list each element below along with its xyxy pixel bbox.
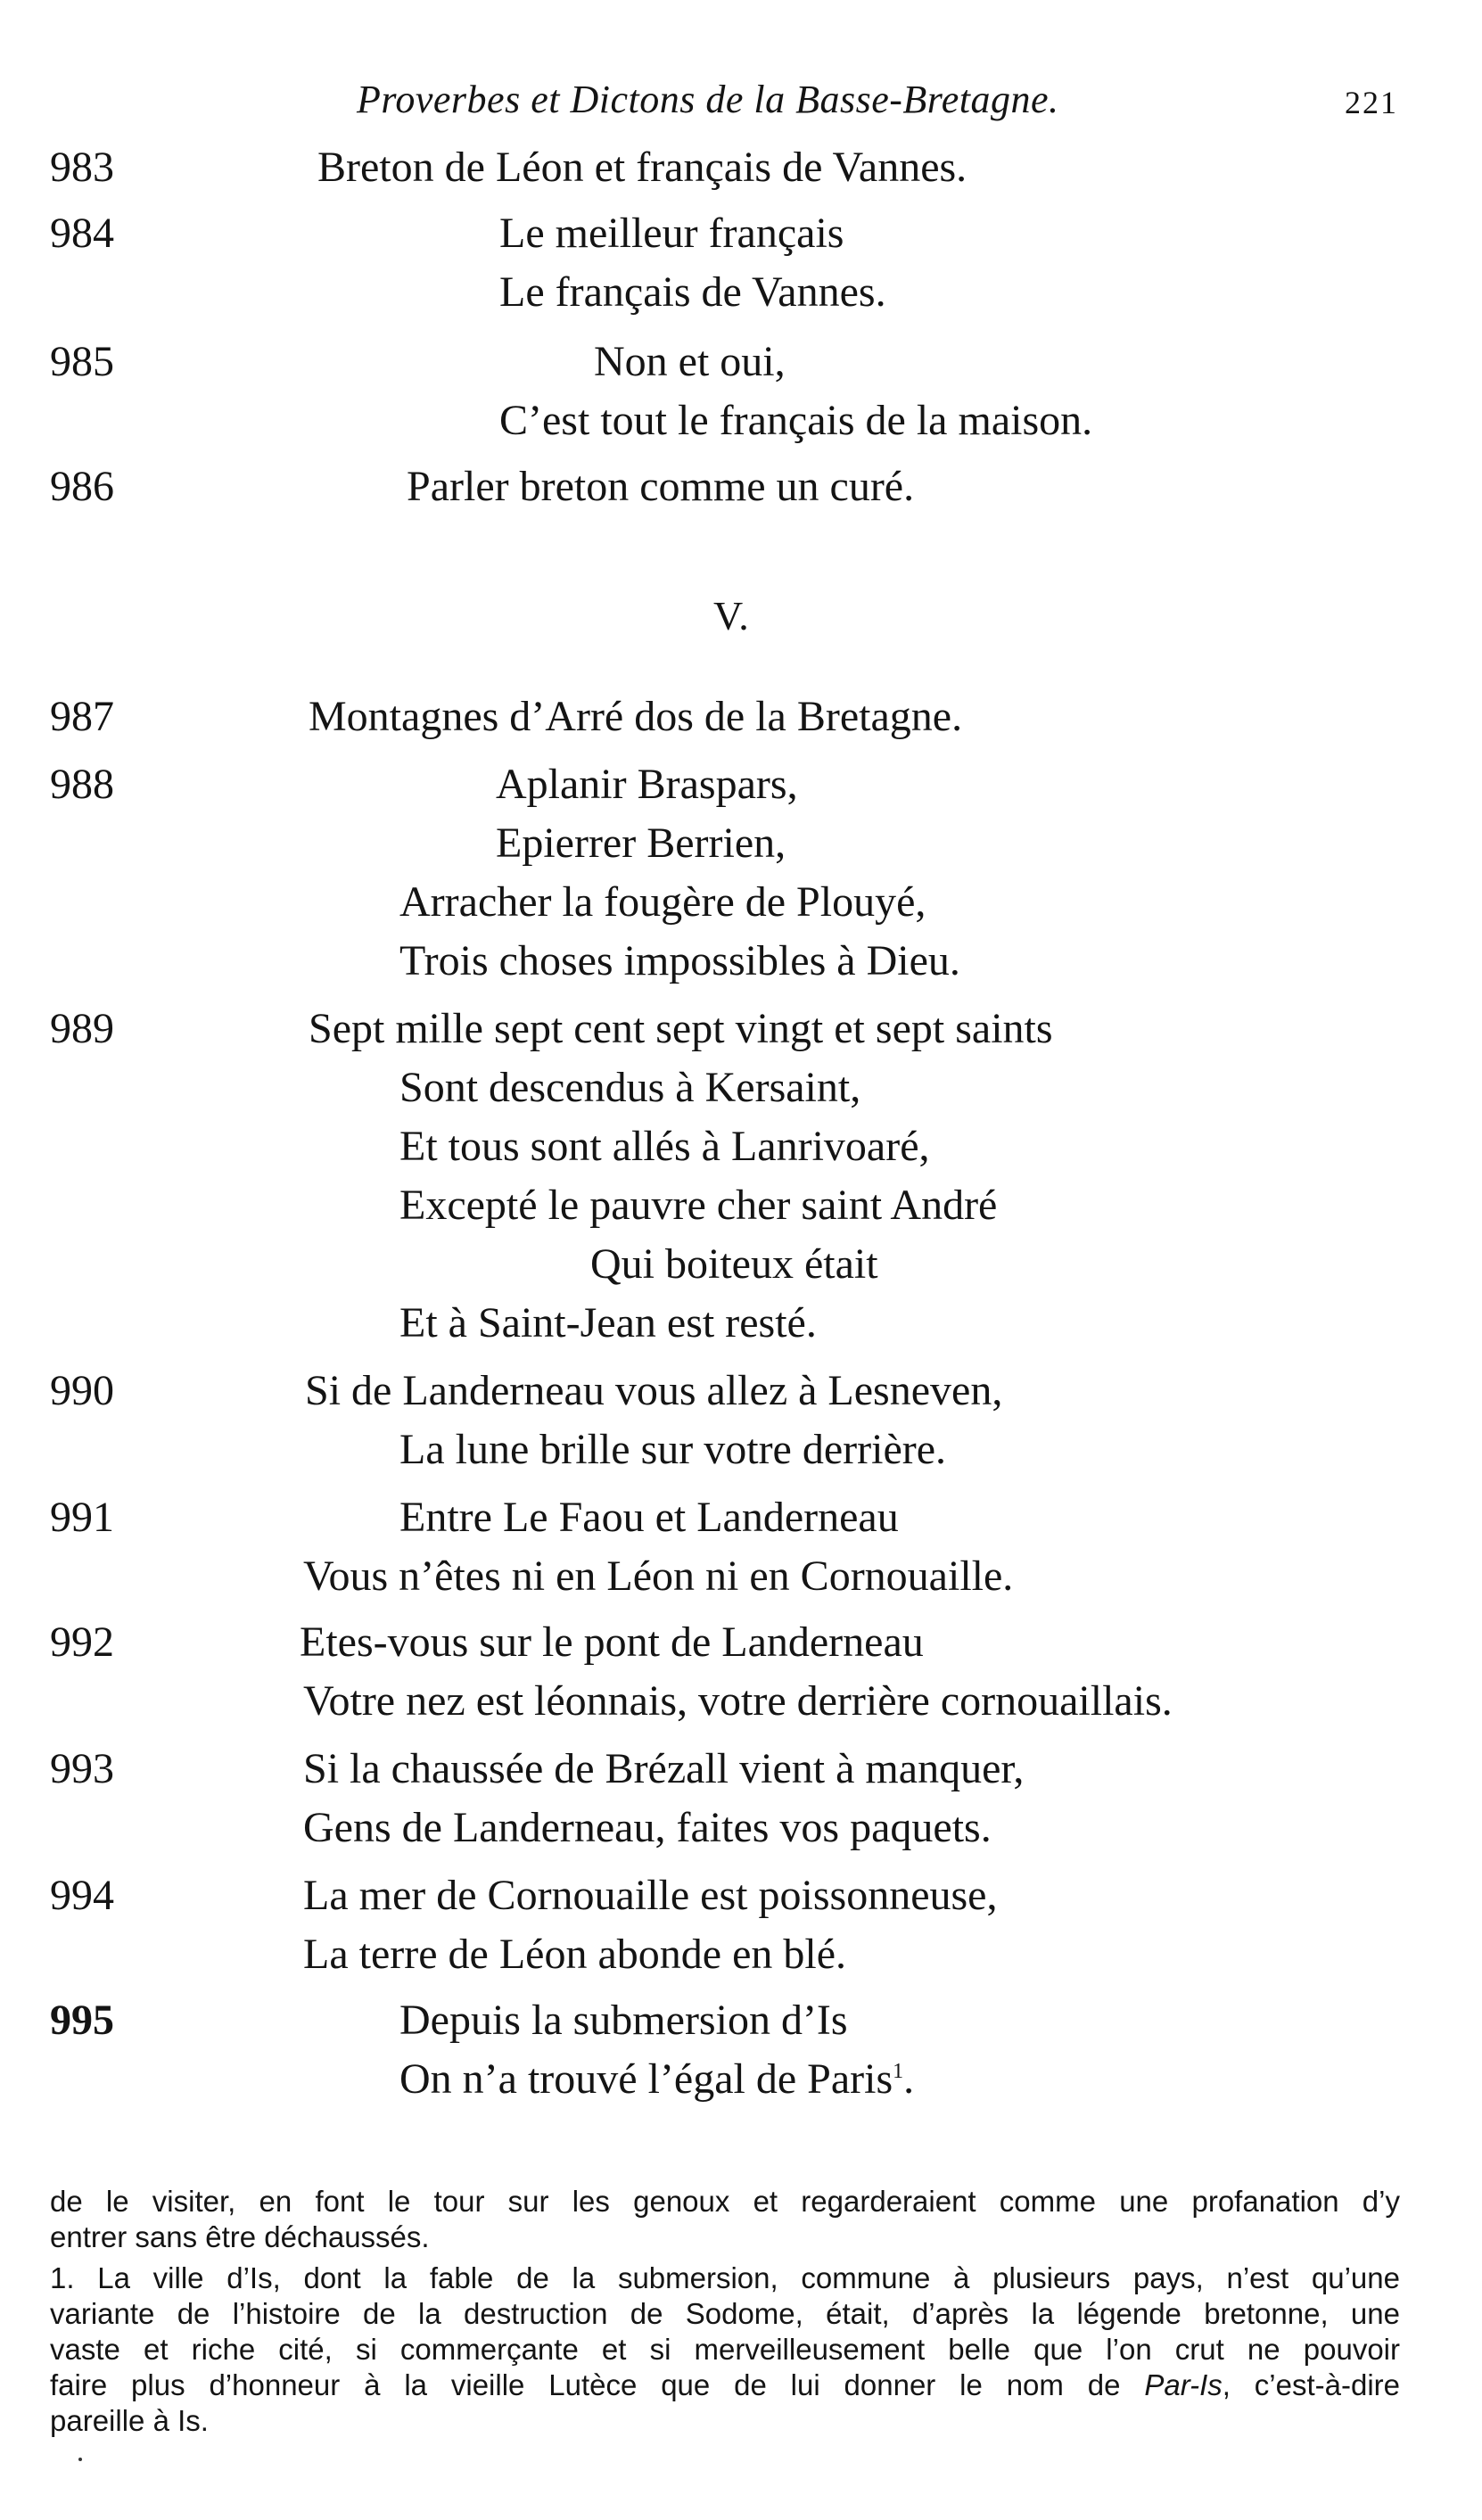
footnote-1-line xyxy=(50,2368,1400,2402)
proverb-number: 990 xyxy=(50,1367,114,1414)
proverb-line: Entre Le Faou et Landerneau xyxy=(399,1494,899,1541)
proverb-number: 994 xyxy=(50,1872,114,1919)
footnote-1-line: vaste et riche cité, si commerçante et si merveilleusement belle que l’on crut ne pouvoir xyxy=(50,2333,1400,2366)
proverb-number: 995 xyxy=(50,1997,114,2044)
proverb-line: Depuis la submersion d’Is xyxy=(399,1997,848,2044)
footnote-reference[interactable]: 1 xyxy=(893,2060,904,2083)
proverb-line: Aplanir Braspars, xyxy=(496,761,798,808)
proverb-line: C’est tout le français de la maison. xyxy=(499,397,1093,444)
footnote-1-italic-term: Par-Is xyxy=(1144,2368,1223,2401)
proverb-line: La lune brille sur votre derrière. xyxy=(399,1426,947,1473)
proverb-line: Arracher la fougère de Plouyé, xyxy=(399,878,926,926)
proverb-line: Et tous sont allés à Lanrivoaré, xyxy=(399,1123,930,1170)
proverb-number: 992 xyxy=(50,1618,114,1666)
proverb-number: 991 xyxy=(50,1494,114,1541)
proverb-number: 986 xyxy=(50,463,114,510)
proverb-line xyxy=(399,2055,914,2104)
proverb-line: Non et oui, xyxy=(594,338,786,385)
proverb-line: Montagnes d’Arré dos de la Bretagne. xyxy=(309,693,963,740)
footnote-continuation-line: de le visiter, en font le tour sur les genoux et regarderaient comme une profanation d’y xyxy=(50,2185,1400,2218)
proverb-line: Parler breton comme un curé. xyxy=(407,463,915,510)
proverb-line: Etes-vous sur le pont de Landerneau xyxy=(300,1618,924,1666)
section-heading: V. xyxy=(713,593,750,638)
footnote-1-line: 1. La ville d’Is, dont la fable de la submersion, commune à plusieurs pays, n’est qu’une xyxy=(50,2261,1400,2294)
footnote-continuation-line: entrer sans être déchaussés. xyxy=(50,2220,430,2253)
footnote-1-line: pareille à Is. xyxy=(50,2404,209,2437)
proverb-number: 993 xyxy=(50,1745,114,1792)
proverb-number: 988 xyxy=(50,761,114,808)
proverb-line: Sont descendus à Kersaint, xyxy=(399,1064,861,1111)
proverb-line: Votre nez est léonnais, votre derrière cornouaillais. xyxy=(303,1677,1173,1725)
page-number: 221 xyxy=(1345,85,1398,120)
proverb-line: Sept mille sept cent sept vingt et sept saints xyxy=(309,1005,1053,1052)
print-speck xyxy=(78,2458,82,2461)
proverb-line: La terre de Léon abonde en blé. xyxy=(303,1931,847,1978)
proverb-line: Si la chaussée de Brézall vient à manquer, xyxy=(303,1745,1025,1792)
proverb-line: Excepté le pauvre cher saint André xyxy=(399,1182,998,1229)
running-title: Proverbes et Dictons de la Basse-Bretagne. xyxy=(357,78,1059,121)
proverb-line: Qui boiteux était xyxy=(590,1240,878,1288)
proverb-number: 987 xyxy=(50,693,114,740)
footnote-1-text: faire plus d’honneur à la vieille Lutèce que de lui donner le nom de xyxy=(50,2368,1145,2401)
proverb-line: Le meilleur français xyxy=(499,210,844,257)
proverb-number: 983 xyxy=(50,144,114,191)
proverb-line: Breton de Léon et français de Vannes. xyxy=(317,144,967,191)
proverb-line: Et à Saint-Jean est resté. xyxy=(399,1299,817,1346)
proverb-line: Gens de Landerneau, faites vos paquets. xyxy=(303,1804,992,1851)
proverb-line-punctuation: . xyxy=(903,2055,915,2103)
proverb-number: 984 xyxy=(50,210,114,257)
proverb-number: 989 xyxy=(50,1005,114,1052)
footnote-1-text: , c’est-à-dire xyxy=(1222,2368,1400,2401)
proverb-line: Trois choses impossibles à Dieu. xyxy=(399,937,960,984)
footnote-1-line: variante de l’histoire de la destruction de Sodome, était, d’après la légende bretonne, une xyxy=(50,2297,1400,2330)
proverb-line: Si de Landerneau vous allez à Lesneven, xyxy=(305,1367,1003,1414)
proverb-line: La mer de Cornouaille est poissonneuse, xyxy=(303,1872,998,1919)
proverb-line: Le français de Vannes. xyxy=(499,268,886,316)
proverb-line: Epierrer Berrien, xyxy=(496,819,786,867)
proverb-line-text: On n’a trouvé l’égal de Paris xyxy=(399,2055,893,2103)
proverb-line: Vous n’êtes ni en Léon ni en Cornouaille. xyxy=(303,1552,1014,1600)
proverb-number: 985 xyxy=(50,338,114,385)
